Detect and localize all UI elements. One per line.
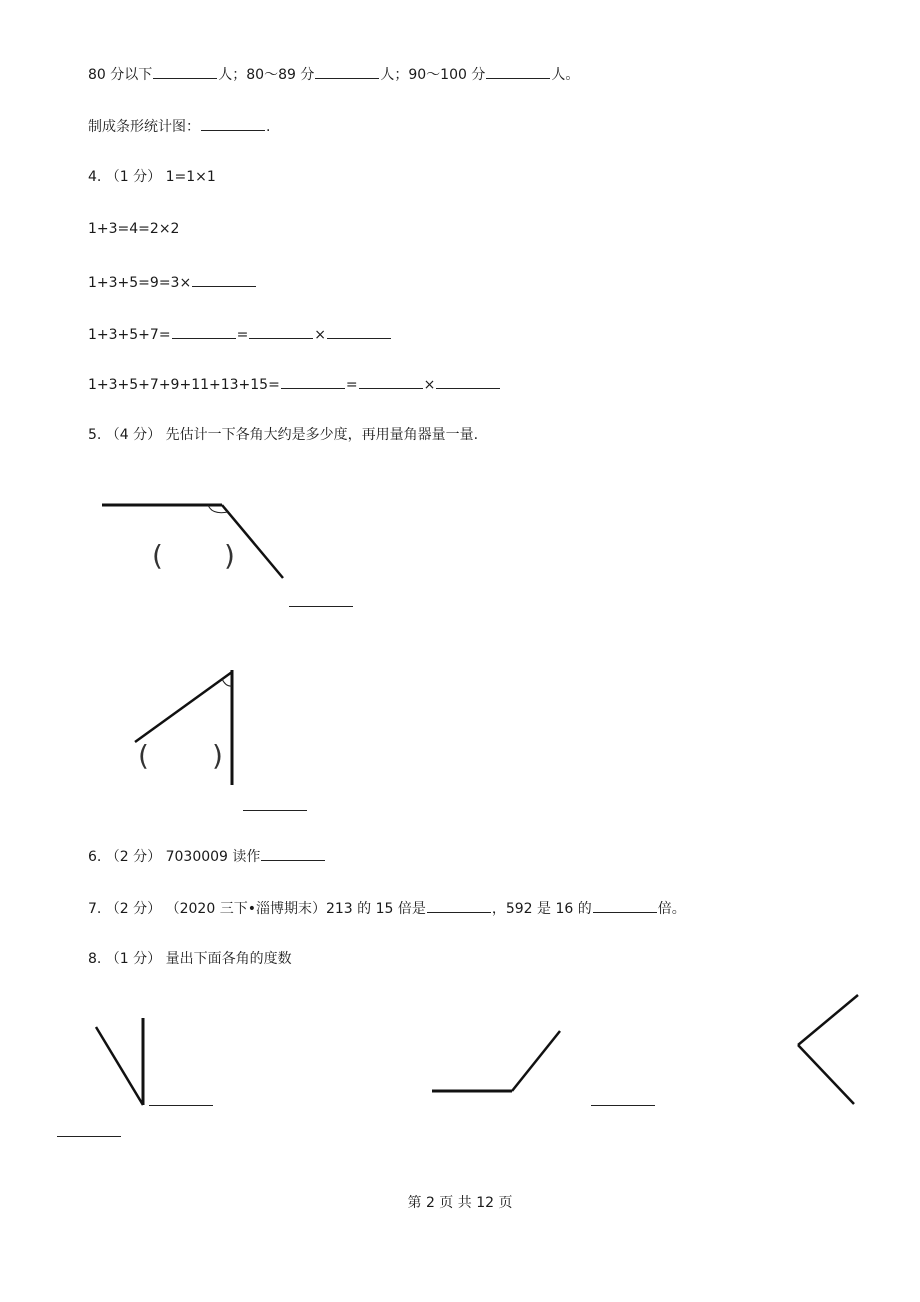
q4-line-4-eq: = (236, 327, 249, 343)
q5-angle-2-blank[interactable] (243, 810, 307, 811)
q5-angle-2-paren-close: ) (212, 739, 223, 772)
q6-blank[interactable] (261, 846, 325, 861)
q8-angle-2-blank[interactable] (591, 1105, 655, 1106)
q5-angle-1-blank[interactable] (289, 606, 353, 607)
q3-blank-90-100[interactable] (486, 64, 550, 79)
q3-line-2 (88, 116, 270, 136)
q3-text-b: 人；80～89 分 (218, 67, 315, 83)
q7-blank-1[interactable] (427, 898, 491, 913)
q7-text-b: ，592 是 16 的 (491, 901, 592, 917)
q4-blank-5b[interactable] (359, 374, 423, 389)
q4-header: 4. （1 分） 1=1×1 (88, 169, 216, 185)
q5-angle-2-paren-open: ( (138, 739, 149, 772)
q5-angle-1-paren-open: ( (152, 539, 163, 572)
q4-line-5 (88, 374, 501, 394)
q3-chart-end: . (266, 119, 271, 135)
q4-line-3-text: 1+3+5=9=3× (88, 275, 192, 291)
q4-blank-5a[interactable] (281, 374, 345, 389)
q6-line (88, 846, 326, 866)
q4-line-3 (88, 272, 257, 292)
page-footer: 第 2 页 共 12 页 (407, 1195, 513, 1211)
q4-line-5-text: 1+3+5+7+9+11+13+15= (88, 377, 280, 393)
q3-text-d: 人。 (551, 67, 580, 83)
q8-header: 8. （1 分） 量出下面各角的度数 (88, 951, 292, 967)
q4-line-4-text: 1+3+5+7= (88, 327, 171, 343)
q7-text-c: 倍。 (657, 901, 686, 917)
q8-angle-2-figure (430, 1028, 565, 1098)
q4-blank-4b[interactable] (249, 324, 313, 339)
q5-angle-1-paren-close: ) (224, 539, 235, 572)
q7-text-a: 7. （2 分） （2020 三下•淄博期末）213 的 15 倍是 (88, 901, 426, 917)
q3-blank-below80[interactable] (153, 64, 217, 79)
q4-blank-5c[interactable] (436, 374, 500, 389)
q6-text: 6. （2 分） 7030009 读作 (88, 849, 261, 865)
q5-header: 5. （4 分） 先估计一下各角大约是多少度，再用量角器量一量. (88, 427, 479, 443)
q4-blank-4a[interactable] (172, 324, 236, 339)
q8-angle-3-blank[interactable] (57, 1136, 121, 1137)
q8-angle-1-blank[interactable] (149, 1105, 213, 1106)
q3-chart-label: 制成条形统计图： (88, 119, 200, 135)
q5-angle-1-figure (100, 495, 300, 585)
q8-angle-1-figure (90, 1015, 150, 1110)
q4-line-2: 1+3=4=2×2 (88, 221, 180, 237)
q4-blank-4c[interactable] (327, 324, 391, 339)
q7-blank-2[interactable] (593, 898, 657, 913)
q7-line (88, 898, 686, 918)
q4-line-5-eq: = (345, 377, 358, 393)
q4-line-4-times: × (314, 327, 327, 343)
q3-text-c: 人；90～100 分 (380, 67, 486, 83)
q4-line-4 (88, 324, 392, 344)
q3-blank-80-89[interactable] (315, 64, 379, 79)
q4-line-5-times: × (423, 377, 436, 393)
q8-angle-3-figure (792, 992, 862, 1107)
q3-text-a: 80 分以下 (88, 67, 153, 83)
q3-line-1 (88, 64, 579, 84)
q3-blank-chart[interactable] (201, 116, 265, 131)
q4-blank-3[interactable] (192, 272, 256, 287)
